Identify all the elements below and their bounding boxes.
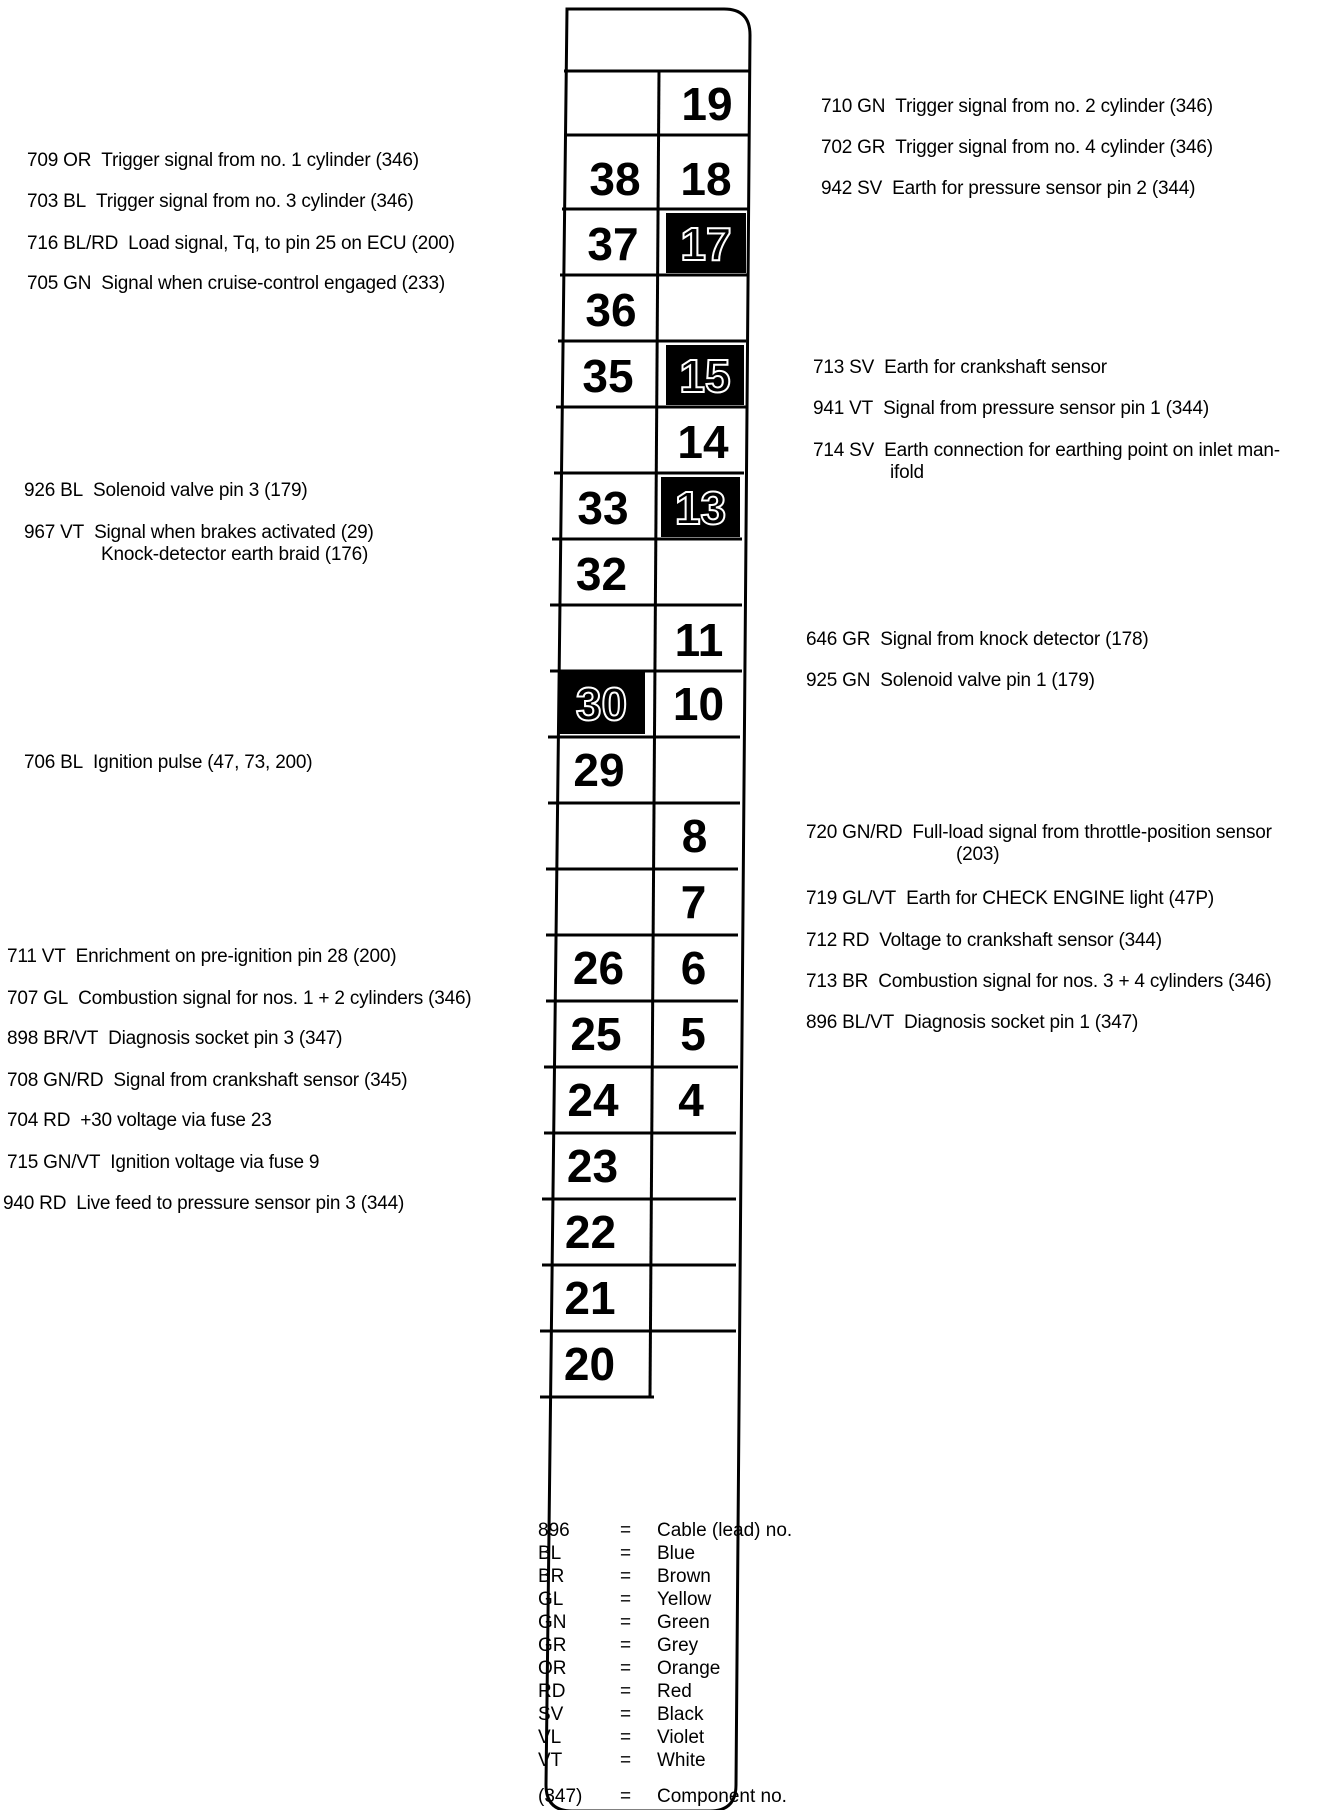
pin-label-925: 925 GN Solenoid valve pin 1 (179) bbox=[806, 670, 1095, 691]
pin-label-898: 898 BR/VT Diagnosis socket pin 3 (347) bbox=[7, 1028, 343, 1049]
pin-number-36: 36 bbox=[585, 284, 637, 336]
pin-label-720: 720 GN/RD Full-load signal from throttle-position sensor (203) bbox=[806, 822, 1272, 865]
pin-label-896: 896 BL/VT Diagnosis socket pin 1 (347) bbox=[806, 1012, 1139, 1033]
pin-label-705: 705 GN Signal when cruise-control engaged (233) bbox=[27, 273, 445, 294]
pin-number-23: 23 bbox=[566, 1140, 619, 1192]
pin-label-713br: 713 BR Combustion signal for nos. 3 + 4 cylinders (346) bbox=[806, 971, 1272, 992]
pin-label-941: 941 VT Signal from pressure sensor pin 1 (344) bbox=[813, 398, 1209, 419]
pin-number-8: 8 bbox=[681, 810, 708, 862]
pin-label-942: 942 SV Earth for pressure sensor pin 2 (344) bbox=[821, 178, 1196, 199]
pin-number-33: 33 bbox=[577, 482, 629, 534]
pin-label-940: 940 RD Live feed to pressure sensor pin 3 (344) bbox=[3, 1193, 405, 1214]
pin-label-716: 716 BL/RD Load signal, Tq, to pin 25 on ECU (200) bbox=[27, 233, 455, 254]
pin-label-715: 715 GN/VT Ignition voltage via fuse 9 bbox=[7, 1152, 320, 1173]
pin-number-20: 20 bbox=[563, 1338, 616, 1390]
pin-number-5: 5 bbox=[680, 1008, 706, 1060]
pin-number-25: 25 bbox=[570, 1008, 622, 1060]
pin-number-19: 19 bbox=[681, 78, 733, 130]
pin-number-14: 14 bbox=[677, 416, 729, 468]
pin-label-714: 714 SV Earth connection for earthing point on inlet man- ifold bbox=[813, 440, 1280, 483]
pin-number-29: 29 bbox=[573, 744, 625, 796]
pin-label-702: 702 GR Trigger signal from no. 4 cylinder (346) bbox=[821, 137, 1213, 158]
pin-label-713sv: 713 SV Earth for crankshaft sensor bbox=[813, 357, 1107, 378]
pin-number-35: 35 bbox=[582, 350, 634, 402]
pin-number-26: 26 bbox=[572, 942, 625, 994]
pin-label-712: 712 RD Voltage to crankshaft sensor (344) bbox=[806, 930, 1162, 951]
pin-number-22: 22 bbox=[564, 1206, 617, 1258]
pin-label-703: 703 BL Trigger signal from no. 3 cylinder (346) bbox=[27, 191, 414, 212]
pin-label-719: 719 GL/VT Earth for CHECK ENGINE light (47P) bbox=[806, 888, 1214, 909]
pin-number-15: 15 bbox=[679, 350, 731, 402]
pin-label-967: 967 VT Signal when brakes activated (29) Knock-detector earth braid (176) bbox=[24, 522, 374, 565]
pin-label-706: 706 BL Ignition pulse (47, 73, 200) bbox=[24, 752, 313, 773]
pin-number-4: 4 bbox=[678, 1074, 704, 1126]
pin-number-32: 32 bbox=[575, 548, 628, 600]
pin-label-708: 708 GN/RD Signal from crankshaft sensor (345) bbox=[7, 1070, 408, 1091]
pin-label-710: 710 GN Trigger signal from no. 2 cylinder (346) bbox=[821, 96, 1213, 117]
pin-label-707: 707 GL Combustion signal for nos. 1 + 2 cylinders (346) bbox=[7, 988, 472, 1009]
pin-number-37: 37 bbox=[587, 218, 639, 270]
pin-number-10: 10 bbox=[672, 678, 725, 730]
pin-label-711: 711 VT Enrichment on pre-ignition pin 28 (200) bbox=[7, 946, 397, 967]
pin-number-21: 21 bbox=[564, 1272, 616, 1324]
pin-number-6: 6 bbox=[680, 942, 707, 994]
pin-label-646: 646 GR Signal from knock detector (178) bbox=[806, 629, 1149, 650]
pin-number-13: 13 bbox=[674, 482, 727, 534]
pin-number-11: 11 bbox=[674, 614, 724, 666]
pin-label-704: 704 RD +30 voltage via fuse 23 bbox=[7, 1110, 272, 1131]
pin-number-38: 38 bbox=[589, 153, 641, 205]
pin-number-17: 17 bbox=[680, 218, 732, 270]
pin-number-7: 7 bbox=[680, 876, 707, 928]
pin-number-18: 18 bbox=[680, 153, 732, 205]
pin-number-24: 24 bbox=[567, 1074, 619, 1126]
pin-label-709: 709 OR Trigger signal from no. 1 cylinder (346) bbox=[27, 150, 419, 171]
pin-number-30: 30 bbox=[575, 678, 628, 730]
pin-label-926: 926 BL Solenoid valve pin 3 (179) bbox=[24, 480, 308, 501]
